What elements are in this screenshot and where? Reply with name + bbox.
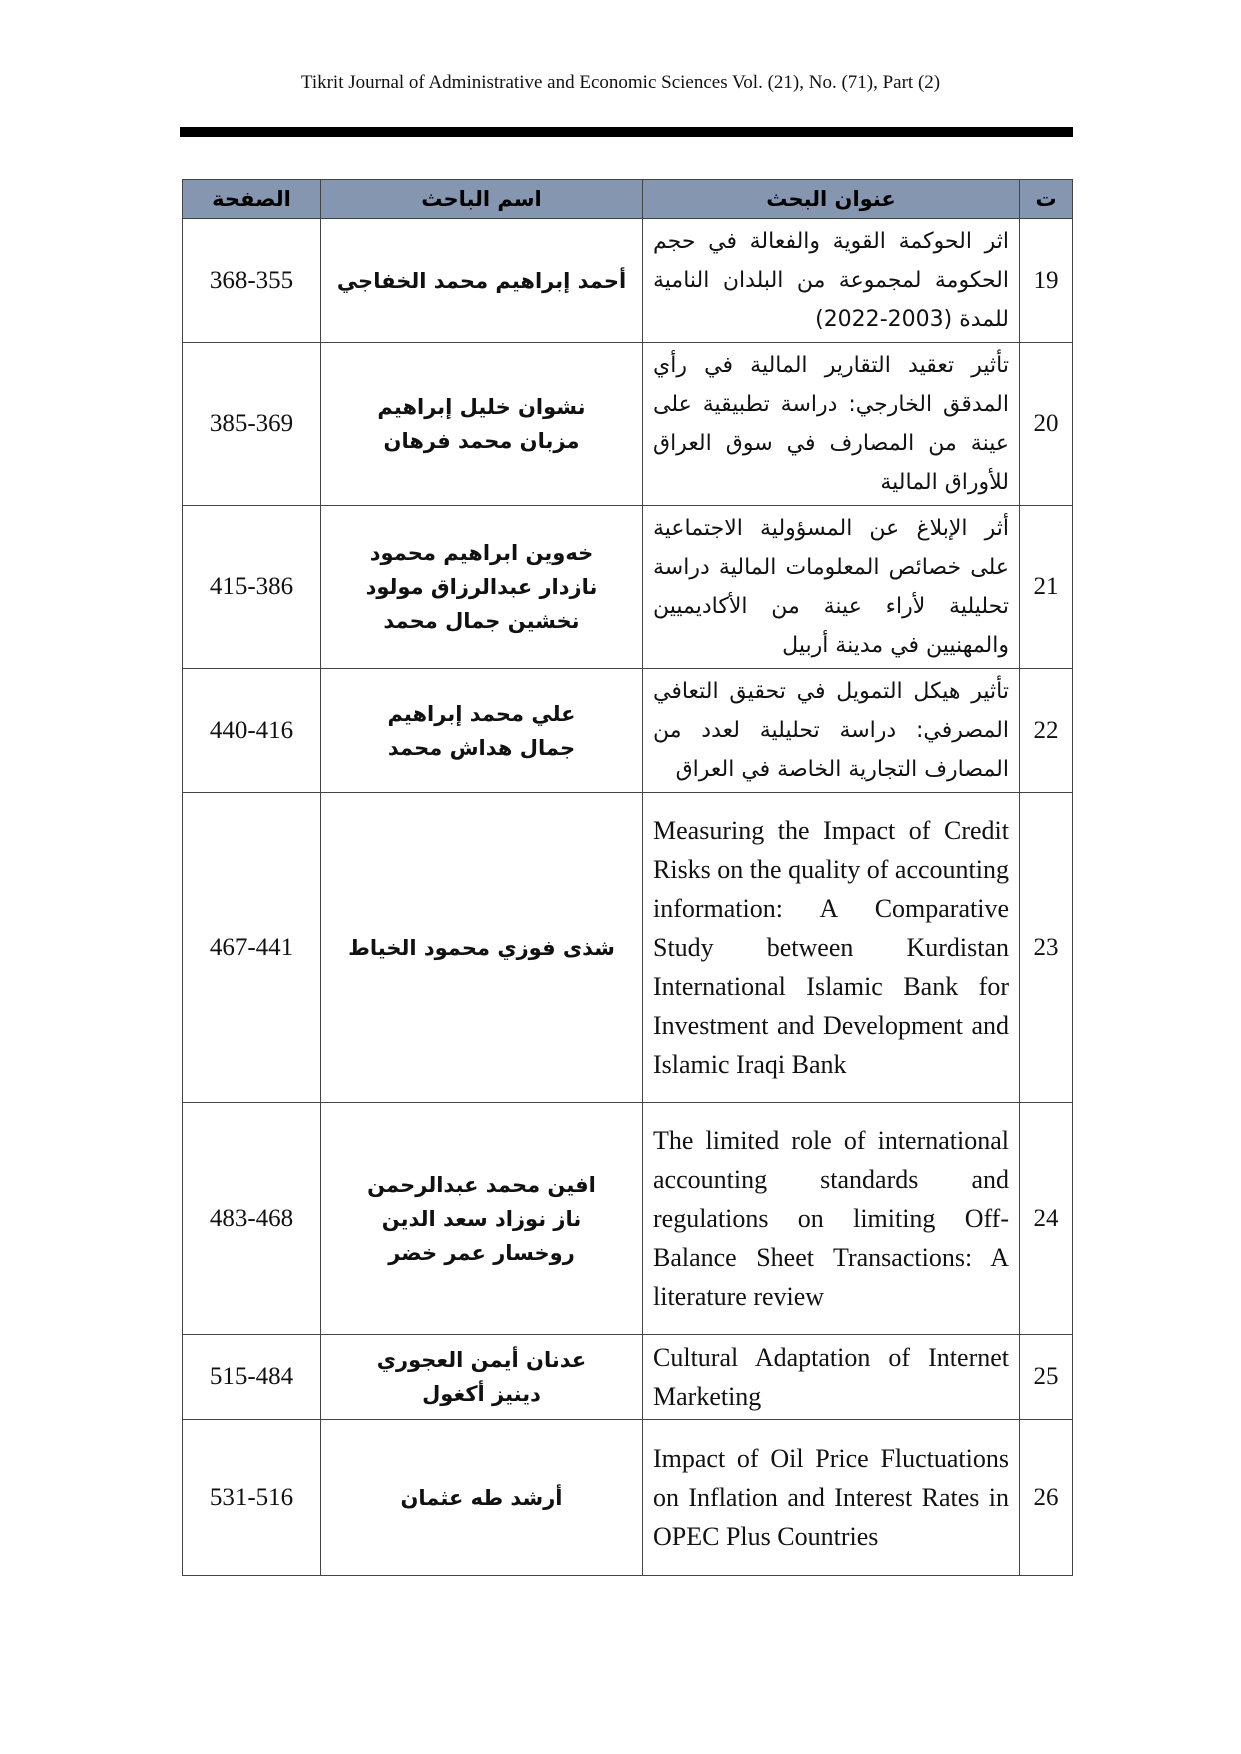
author-name: نازدار عبدالرزاق مولود (365, 575, 598, 599)
header-rule (180, 127, 1073, 137)
author-name: افين محمد عبدالرحمن (367, 1172, 596, 1197)
page-range: 467-441 (183, 793, 321, 1103)
journal-header: Tikrit Journal of Administrative and Economic Sciences Vol. (21), No. (71), Part (2) (300, 72, 941, 93)
table-row (183, 1103, 1073, 1335)
contents-table (182, 179, 1073, 1576)
paper-title: اثر الحوكمة القوية والفعالة في حجم الحكومة لمجموعة من البلدان النامية للمدة (2003-2022) (643, 219, 1020, 343)
author-names (321, 1103, 643, 1335)
paper-title: Cultural Adaptation of Internet Marketing (643, 1335, 1020, 1420)
row-number: 24 (1020, 1103, 1073, 1335)
author-names (321, 343, 643, 506)
table-row (183, 506, 1073, 669)
row-number: 21 (1020, 506, 1073, 669)
author-name: جمال هداش محمد (387, 735, 576, 760)
author-name: ناز نوزاد سعد الدين (381, 1206, 582, 1231)
paper-title: تأثير تعقيد التقارير المالية في رأي المدقق الخارجي: دراسة تطبيقية على عينة من المصارف في سوق العراق للأوراق المالية (643, 343, 1020, 506)
author-name: شذى فوزي محمود الخياط (348, 935, 615, 960)
author-names (321, 219, 643, 343)
col-header-number: ت (1020, 180, 1073, 219)
col-header-pages: الصفحة (183, 180, 321, 219)
page-range: 483-468 (183, 1103, 321, 1335)
col-header-title: عنوان البحث (643, 180, 1020, 219)
paper-title: تأثير هيكل التمويل في تحقيق التعافي المصرفي: دراسة تحليلية لعدد من المصارف التجارية الخاصة في العراق (643, 669, 1020, 793)
page-range: 440-416 (183, 669, 321, 793)
page-range: 415-386 (183, 506, 321, 669)
paper-title: Impact of Oil Price Fluctuations on Inflation and Interest Rates in OPEC Plus Countries (643, 1420, 1020, 1576)
author-names (321, 669, 643, 793)
row-number: 20 (1020, 343, 1073, 506)
row-number: 26 (1020, 1420, 1073, 1576)
author-name: نشوان خليل إبراهيم (377, 395, 586, 419)
paper-title: The limited role of international accounting standards and regulations on limiting Off-Balance Sheet Transactions: A literature review (643, 1103, 1020, 1335)
page-range: 368-355 (183, 219, 321, 343)
page-range: 531-516 (183, 1420, 321, 1576)
author-name: عدنان أيمن العجوري (376, 1348, 587, 1372)
author-name: أرشد طه عثمان (400, 1485, 563, 1510)
table-row (183, 669, 1073, 793)
table-row (183, 1420, 1073, 1576)
author-names (321, 506, 643, 669)
page-range: 515-484 (183, 1335, 321, 1420)
table-row (183, 343, 1073, 506)
table-row (183, 1335, 1073, 1420)
author-name: مزبان محمد فرهان (383, 429, 580, 453)
col-header-authors: اسم الباحث (321, 180, 643, 219)
row-number: 23 (1020, 793, 1073, 1103)
author-names (321, 1335, 643, 1420)
author-name: علي محمد إبراهيم (387, 701, 576, 726)
table-header-row (183, 180, 1073, 219)
author-names (321, 793, 643, 1103)
row-number: 25 (1020, 1335, 1073, 1420)
author-name: خەوين ابراهيم محمود (369, 541, 594, 565)
row-number: 19 (1020, 219, 1073, 343)
row-number: 22 (1020, 669, 1073, 793)
author-names (321, 1420, 643, 1576)
paper-title: Measuring the Impact of Credit Risks on the quality of accounting information: A Comparative Study between Kurdistan International Islamic Bank for Investment and Development and Islamic Iraqi Bank (643, 793, 1020, 1103)
paper-title: أثر الإبلاغ عن المسؤولية الاجتماعية على خصائص المعلومات المالية دراسة تحليلية لأراء عينة من الأكاديميين والمهنيين في مدينة أربيل (643, 506, 1020, 669)
author-name: دينيز أكغول (422, 1382, 541, 1406)
author-name: نخشين جمال محمد (383, 609, 580, 633)
page-range: 385-369 (183, 343, 321, 506)
author-name: روخسار عمر خضر (388, 1240, 575, 1265)
table-row (183, 793, 1073, 1103)
table-row (183, 219, 1073, 343)
author-name: أحمد إبراهيم محمد الخفاجي (336, 268, 627, 293)
